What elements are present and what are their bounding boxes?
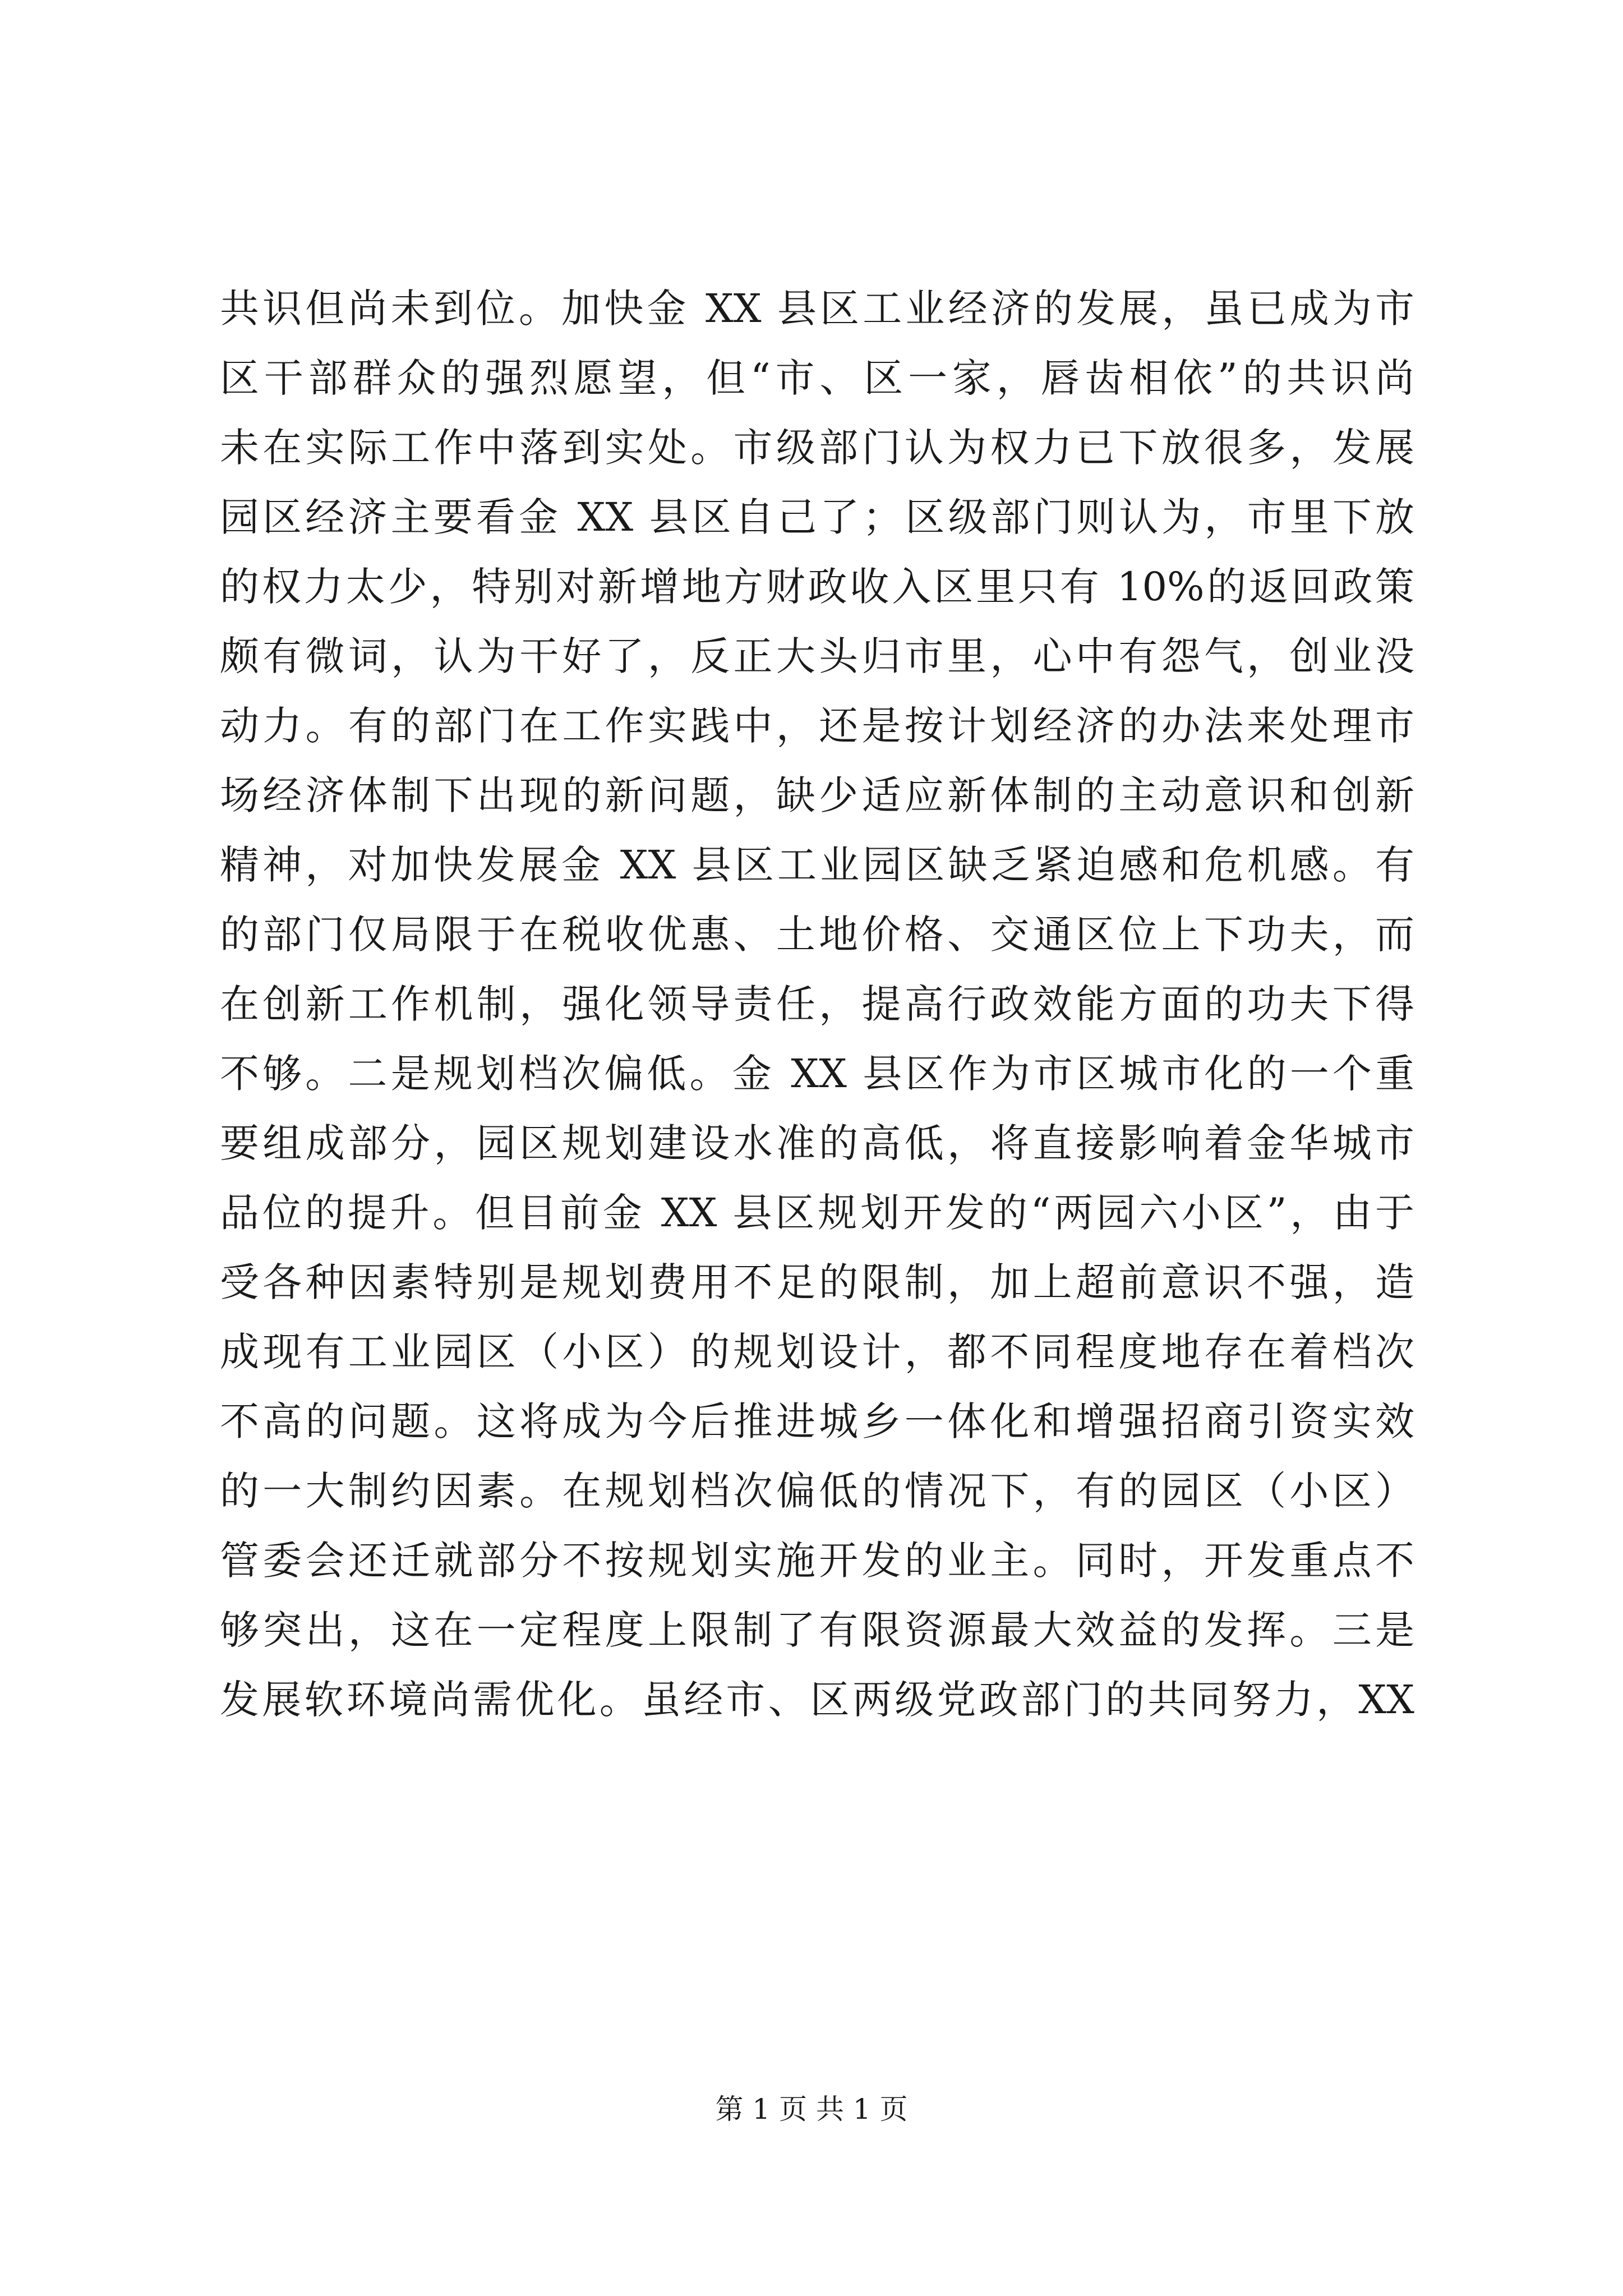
text-line: 场经济体制下出现的新问题，缺少适应新体制的主动意识和创新 — [220, 772, 1414, 818]
text-line: 的一大制约因素。在规划档次偏低的情况下，有的园区（小区） — [220, 1468, 1414, 1514]
body-paragraph — [220, 274, 1414, 1734]
text-line: 在创新工作机制，强化领导责任，提高行政效能方面的功夫下得 — [220, 981, 1414, 1027]
text-line: 成现有工业园区（小区）的规划设计，都不同程度地存在着档次 — [220, 1329, 1414, 1375]
text-line: 的部门仅局限于在税收优惠、土地价格、交通区位上下功夫，而 — [220, 912, 1414, 958]
text-line: 品位的提升。但目前金 XX 县区规划开发的“两园六小区”，由于 — [220, 1190, 1414, 1236]
text-line: 颇有微词，认为干好了，反正大头归市里，心中有怨气，创业没 — [220, 633, 1414, 679]
text-line: 要组成部分，园区规划建设水准的高低，将直接影响着金华城市 — [220, 1120, 1414, 1166]
text-line: 动力。有的部门在工作实践中，还是按计划经济的办法来处理市 — [220, 703, 1414, 749]
text-line: 管委会还迁就部分不按规划实施开发的业主。同时，开发重点不 — [220, 1538, 1414, 1584]
text-line: 发展软环境尚需优化。虽经市、区两级党政部门的共同努力，XX — [220, 1677, 1414, 1723]
text-line: 园区经济主要看金 XX 县区自己了；区级部门则认为，市里下放 — [220, 494, 1414, 540]
text-line: 精神，对加快发展金 XX 县区工业园区缺乏紧迫感和危机感。有 — [220, 842, 1414, 888]
text-line: 未在实际工作中落到实处。市级部门认为权力已下放很多，发展 — [220, 425, 1414, 471]
text-line: 的权力太少，特别对新增地方财政收入区里只有 10%的返回政策 — [220, 564, 1414, 610]
page-number-footer: 第 1 页 共 1 页 — [715, 2093, 908, 2125]
text-line: 区干部群众的强烈愿望，但“市、区一家，唇齿相依”的共识尚 — [220, 355, 1414, 401]
text-line: 受各种因素特别是规划费用不足的限制，加上超前意识不强，造 — [220, 1259, 1414, 1305]
text-line: 够突出，这在一定程度上限制了有限资源最大效益的发挥。三是 — [220, 1607, 1414, 1653]
text-line: 不够。二是规划档次偏低。金 XX 县区作为市区城市化的一个重 — [220, 1051, 1414, 1097]
text-line: 共识但尚未到位。加快金 XX 县区工业经济的发展，虽已成为市 — [220, 286, 1414, 332]
text-line: 不高的问题。这将成为今后推进城乡一体化和增强招商引资实效 — [220, 1398, 1414, 1444]
